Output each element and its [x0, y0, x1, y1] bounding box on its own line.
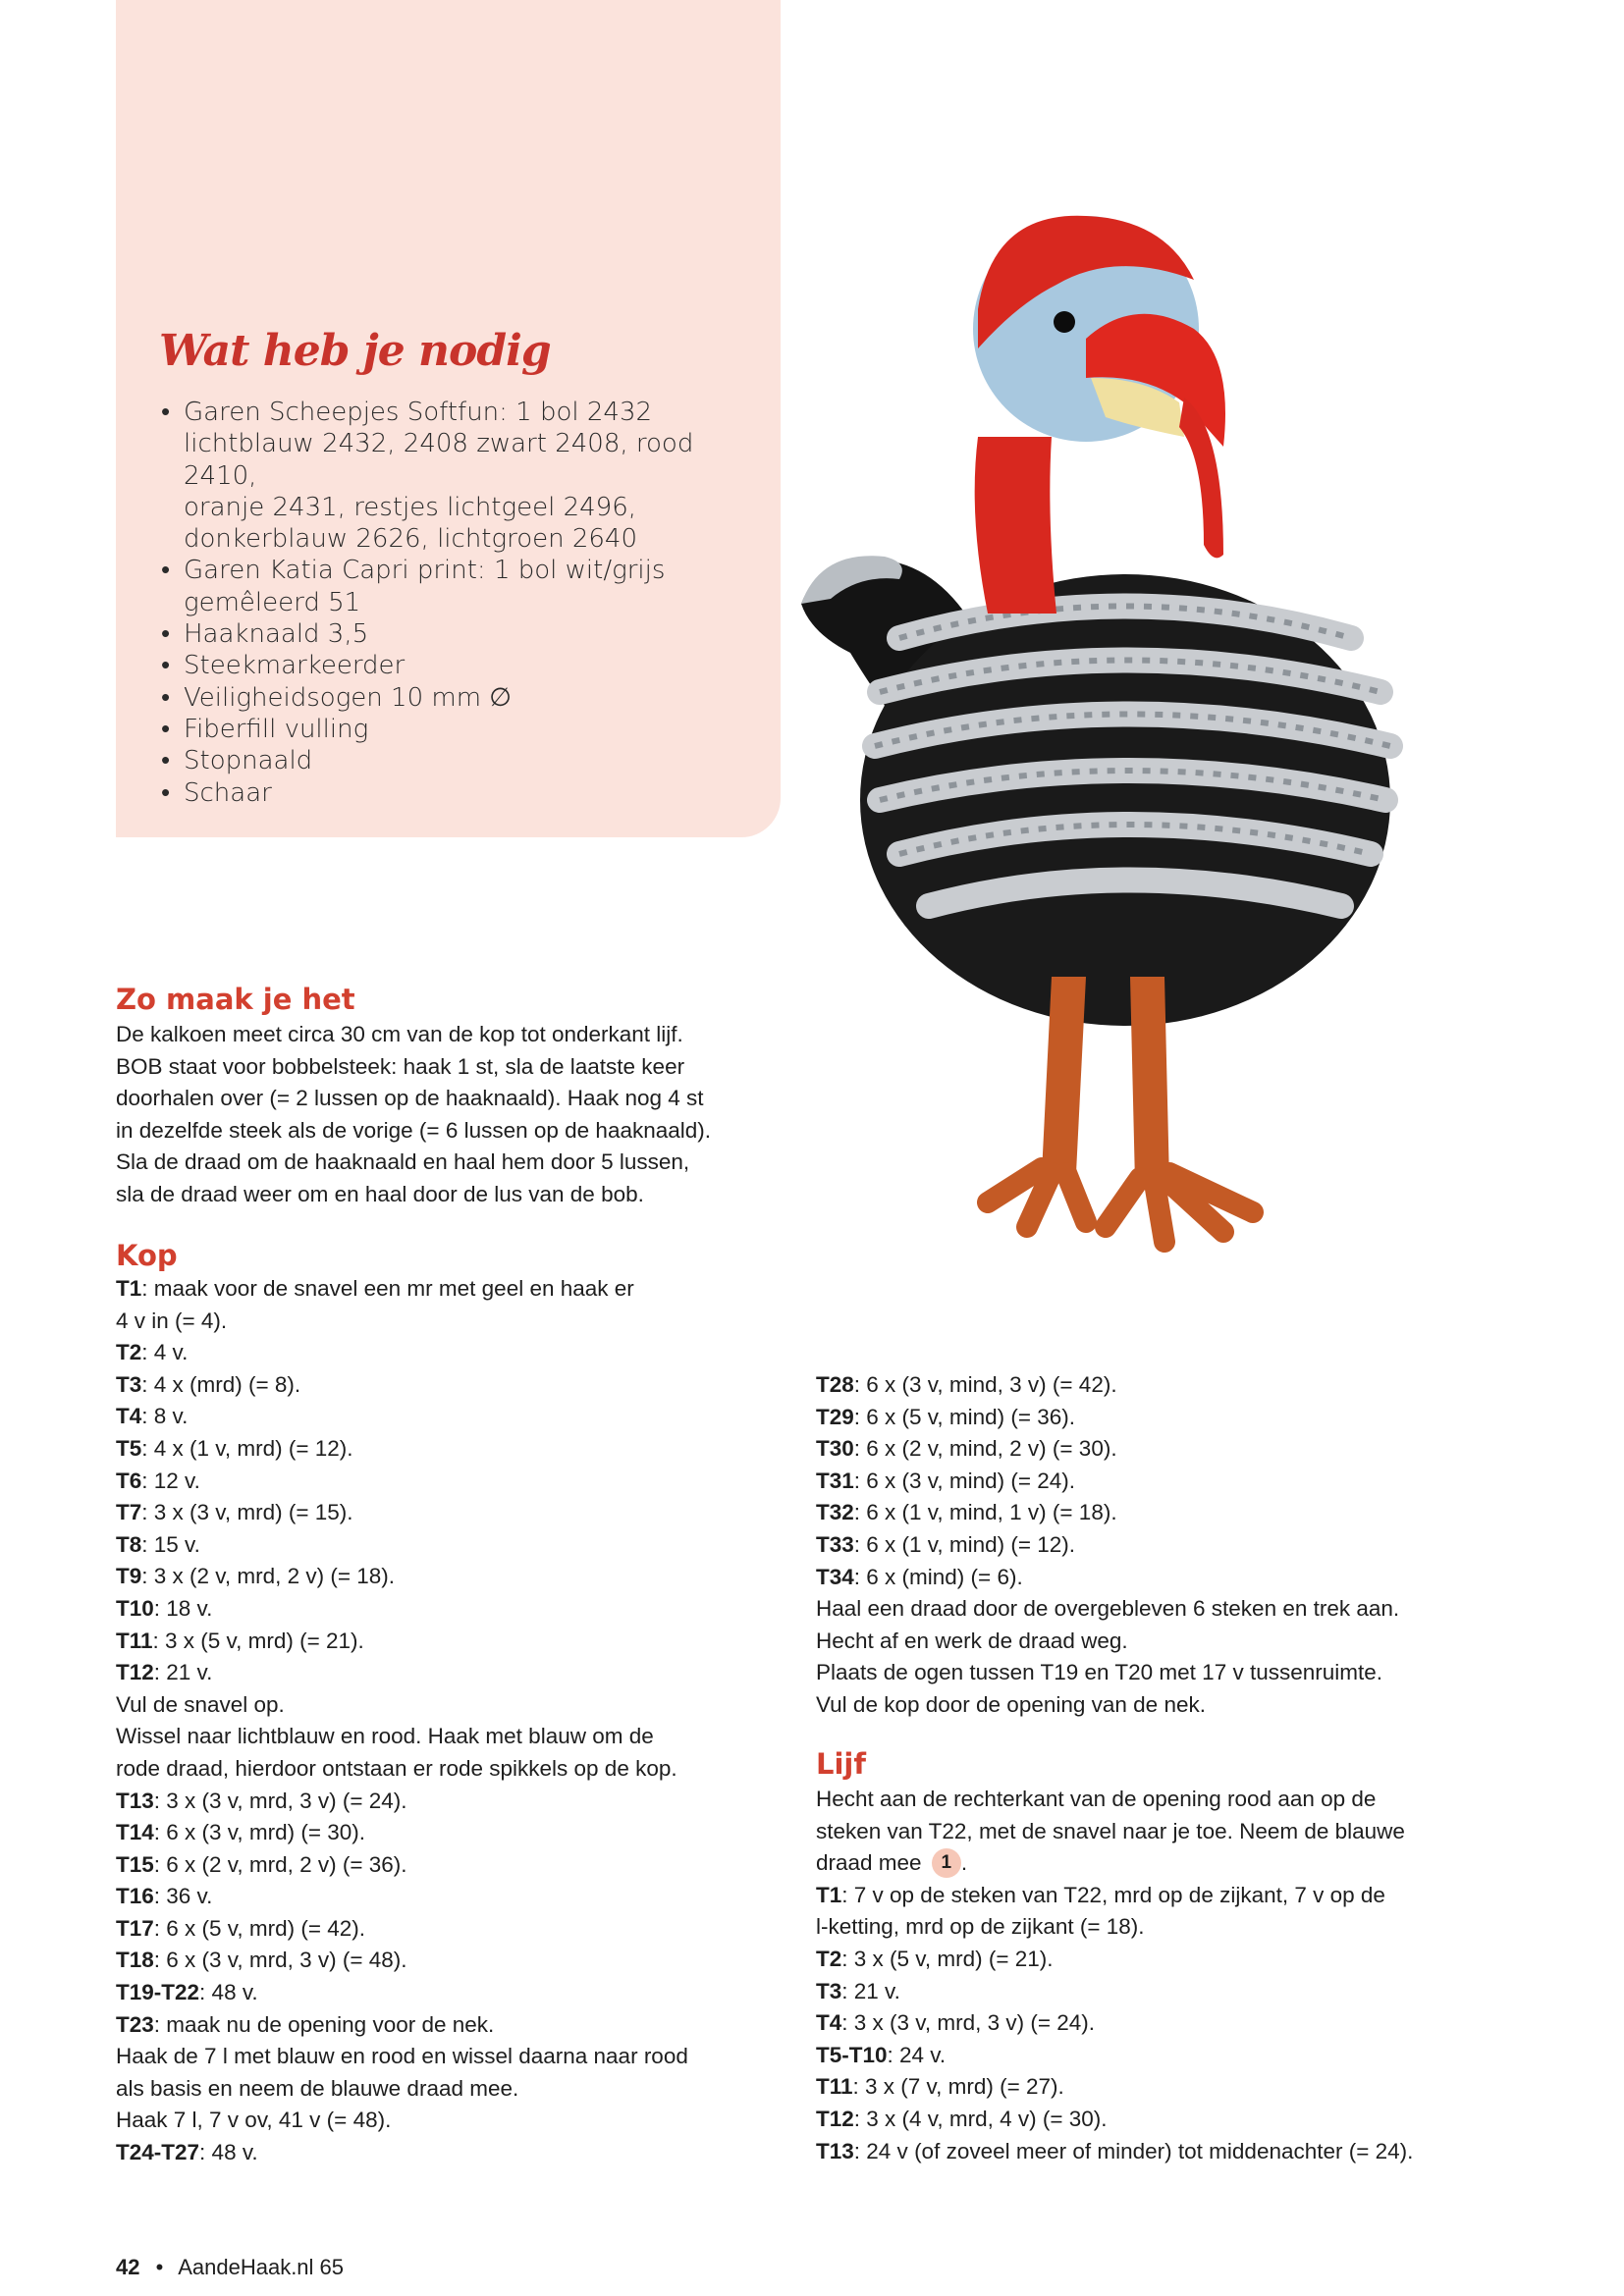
row-line: T33: 6 x (1 v, mind) (= 12).: [816, 1531, 1076, 1557]
row-line: T17: 6 x (5 v, mrd) (= 42).: [116, 1915, 366, 1941]
kop-instructions-continued: [816, 1369, 1399, 1722]
row-line: T3: 4 x (mrd) (= 8).: [116, 1371, 301, 1397]
materials-item: • Haaknaald 3,5: [161, 618, 770, 650]
row-line: rode draad, hierdoor ontstaan er rode spikkels op de kop.: [116, 1755, 677, 1781]
materials-item: • Veiligheidsogen 10 mm ∅: [161, 682, 770, 714]
how-heading: Zo maak je het: [116, 983, 355, 1016]
row-line: Haal een draad door de overgebleven 6 steken en trek aan.: [816, 1596, 1400, 1622]
lijf-intro-line: draad mee 1 .: [816, 1847, 1413, 1880]
row-line: T4: 8 v.: [116, 1404, 189, 1429]
materials-item: • Garen Scheepjes Softfun: 1 bol 2432 lichtblauw 2432, 2408 zwart 2408, rood 2410, oranje 2431, restjes lichtgeel 2496, donkerblauw 2626, lichtgroen 2640: [161, 397, 770, 555]
page-footer: [116, 2255, 344, 2280]
row-line: T23: maak nu de opening voor de nek.: [116, 2011, 495, 2037]
materials-item: • Garen Katia Capri print: 1 bol wit/grijs gemêleerd 51: [161, 555, 770, 618]
page-number: 42: [116, 2255, 140, 2279]
lijf-heading: Lijf: [816, 1747, 866, 1781]
materials-list: [161, 397, 770, 809]
row-line: T4: 3 x (3 v, mrd, 3 v) (= 24).: [816, 2010, 1096, 2036]
row-line: T14: 6 x (3 v, mrd) (= 30).: [116, 1820, 366, 1845]
how-line: BOB staat voor bobbelsteek: haak 1 st, sla de laatste keer: [116, 1053, 685, 1079]
crochet-turkey-image: [791, 191, 1479, 1291]
row-line: T9: 3 x (2 v, mrd, 2 v) (= 18).: [116, 1564, 396, 1589]
row-line: T3: 21 v.: [816, 1978, 900, 2003]
row-line: Hecht af en werk de draad weg.: [816, 1628, 1128, 1653]
row-line: als basis en neem de blauwe draad mee.: [116, 2075, 519, 2101]
row-line: T8: 15 v.: [116, 1531, 200, 1557]
row-line: Wissel naar lichtblauw en rood. Haak met blauw om de: [116, 1724, 654, 1749]
row-line: T5-T10: 24 v.: [816, 2042, 947, 2067]
lijf-intro-line: steken van T22, met de snavel naar je toe. Neem de blauwe: [816, 1818, 1405, 1843]
kop-heading: Kop: [116, 1239, 178, 1272]
lijf-instructions: [816, 1784, 1413, 2167]
row-line: T12: 3 x (4 v, mrd, 4 v) (= 30).: [816, 2106, 1108, 2131]
how-line: doorhalen over (= 2 lussen op de haaknaald). Haak nog 4 st: [116, 1086, 704, 1111]
row-line: T31: 6 x (3 v, mind) (= 24).: [816, 1468, 1076, 1493]
row-line: T2: 3 x (5 v, mrd) (= 21).: [816, 1946, 1054, 1971]
row-line: T11: 3 x (5 v, mrd) (= 21).: [116, 1628, 364, 1653]
row-line: T19-T22: 48 v.: [116, 1980, 258, 2005]
materials-item: • Fiberfill vulling: [161, 714, 770, 745]
row-line: Plaats de ogen tussen T19 en T20 met 17 v tussenruimte.: [816, 1660, 1383, 1685]
row-line: T12: 21 v.: [116, 1660, 213, 1685]
row-line: T32: 6 x (1 v, mind, 1 v) (= 18).: [816, 1500, 1117, 1525]
how-line: in dezelfde steek als de vorige (= 6 lussen op de haaknaald).: [116, 1117, 712, 1143]
row-line: T24-T27: 48 v.: [116, 2140, 258, 2165]
kop-instructions: [116, 1273, 688, 2169]
magazine-name: AandeHaak.nl 65: [178, 2255, 345, 2279]
how-line: Sla de draad om de haaknaald en haal hem door 5 lussen,: [116, 1149, 690, 1175]
lijf-intro-line: Hecht aan de rechterkant van de opening rood aan op de: [816, 1787, 1377, 1811]
row-line: T7: 3 x (3 v, mrd) (= 15).: [116, 1500, 353, 1525]
how-text: [116, 1019, 711, 1211]
row-line: T10: 18 v.: [116, 1595, 213, 1621]
row-line: T30: 6 x (2 v, mind, 2 v) (= 30).: [816, 1436, 1117, 1462]
step-photo-badge: 1: [932, 1848, 961, 1878]
row-line: T11: 3 x (7 v, mrd) (= 27).: [816, 2074, 1064, 2100]
row-line: 4 v in (= 4).: [116, 1308, 228, 1333]
row-line: Vul de snavel op.: [116, 1691, 285, 1717]
row-line: T15: 6 x (2 v, mrd, 2 v) (= 36).: [116, 1851, 407, 1877]
row-line: T1: 7 v op de steken van T22, mrd op de zijkant, 7 v op de: [816, 1882, 1385, 1907]
how-line: De kalkoen meet circa 30 cm van de kop tot onderkant lijf.: [116, 1022, 683, 1046]
materials-item: • Schaar: [161, 777, 770, 809]
row-line: Haak 7 l, 7 v ov, 41 v (= 48).: [116, 2108, 392, 2133]
row-line: T6: 12 v.: [116, 1468, 200, 1493]
how-line: sla de draad weer om en haal door de lus van de bob.: [116, 1181, 644, 1206]
materials-title: Wat heb je nodig: [159, 326, 551, 376]
row-line: T34: 6 x (mind) (= 6).: [816, 1564, 1023, 1589]
row-line: T16: 36 v.: [116, 1884, 213, 1909]
row-line: Haak de 7 l met blauw en rood en wissel daarna naar rood: [116, 2044, 688, 2069]
materials-item: • Stopnaald: [161, 745, 770, 776]
row-line: T28: 6 x (3 v, mind, 3 v) (= 42).: [816, 1372, 1117, 1397]
materials-item: • Steekmarkeerder: [161, 650, 770, 681]
row-line: Vul de kop door de opening van de nek.: [816, 1691, 1206, 1717]
row-line: T2: 4 v.: [116, 1340, 189, 1365]
row-line: T1: maak voor de snavel een mr met geel en haak er: [116, 1276, 634, 1301]
row-line: l-ketting, mrd op de zijkant (= 18).: [816, 1914, 1145, 1940]
footer-bullet: •: [155, 2255, 164, 2279]
row-line: T13: 24 v (of zoveel meer of minder) tot middenachter (= 24).: [816, 2138, 1414, 2163]
row-line: T18: 6 x (3 v, mrd, 3 v) (= 48).: [116, 1948, 407, 1973]
row-line: T13: 3 x (3 v, mrd, 3 v) (= 24).: [116, 1788, 407, 1813]
row-line: T29: 6 x (5 v, mind) (= 36).: [816, 1404, 1076, 1429]
row-line: T5: 4 x (1 v, mrd) (= 12).: [116, 1435, 353, 1461]
